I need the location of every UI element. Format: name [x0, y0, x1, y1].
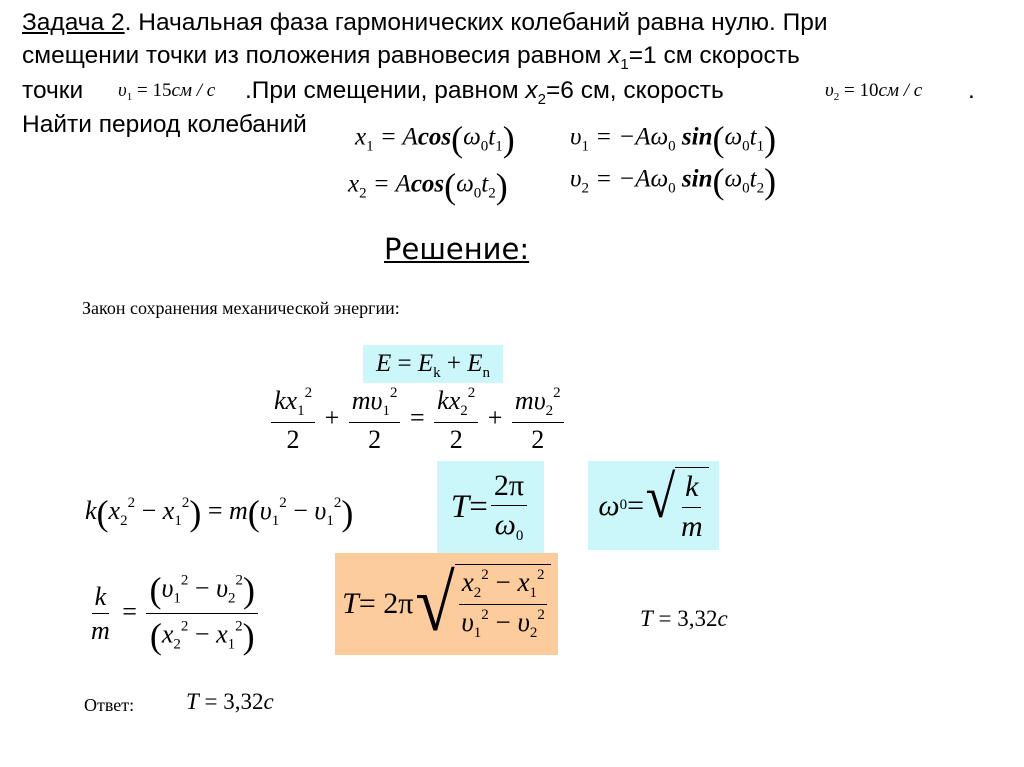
- problem-line-2: смещении точки из положения равновесия равном $x_1=1$ см скорость: [22, 42, 800, 73]
- period-formula-box: T = 2π √ $\frac{x_2^2 - x_1^2}{\upsilon_1^2 - \upsilon_2^2}$: [335, 553, 558, 655]
- solution-heading: Решение:: [384, 232, 530, 266]
- result-value: T = 3,32с: [640, 606, 728, 631]
- equation-v2: $\upsilon_2 = -A\omega_0$ $\sin(\omega_0t_2)$: [570, 161, 777, 201]
- answer-label: Ответ:: [84, 695, 135, 715]
- ratio-equation: $\frac{k}{m}$ = $\frac{(\upsilon_1^2 - \upsilon_2^2)}{(x_2^2 - x_1^2)}$: [85, 570, 261, 658]
- answer-value: T = 3,32с: [186, 689, 274, 714]
- period-definition-box: T = $\frac{2\pi}{\omega_0}$: [437, 461, 544, 553]
- omega-definition-box: ω 0 = √ $\frac{k}{m}$: [588, 461, 719, 550]
- problem-label: Задача 2: [22, 9, 125, 36]
- problem-line-3b: .При смещении, равном $x_2=6$ см, скорость: [245, 77, 724, 108]
- equation-v1: $\upsilon_1 = -A\omega_0$ $\sin(\omega_0t_1)$: [570, 119, 777, 159]
- problem-line-3: точки: [22, 77, 84, 104]
- problem-line-4: Найти период колебаний: [22, 111, 307, 138]
- given-v1: $\upsilon_1 = 15см / с$: [118, 80, 216, 103]
- problem-line-3-end: .: [968, 77, 975, 104]
- given-v2: $\upsilon_2 = 10см / с$: [825, 80, 923, 103]
- problem-line-1: Задача 2. Начальная фаза гармонических колебаний равна нулю. При: [22, 9, 828, 36]
- equation-x2: $x_2 = Acos(\omega_0t_2)$: [348, 166, 508, 206]
- energy-balance-equation: $\frac{kx_1^2}{2}$ + $\frac{m\upsilon_1^2}{2}$ = $\frac{kx_2^2}{2}$ + $\frac{m\upsilon_2^2}{2}$: [268, 385, 567, 455]
- equation-x1: $x_1 = Acos(\omega_0t_1)$: [355, 119, 515, 159]
- energy-law-label: Закон сохранения механической энергии:: [82, 298, 400, 318]
- energy-equation-box: $E = E_k + E_n$: [363, 345, 503, 383]
- difference-equation: $k(x_2^2 - x_1^2) = m(\upsilon_1^2 - \upsilon_1^2)$: [85, 493, 354, 533]
